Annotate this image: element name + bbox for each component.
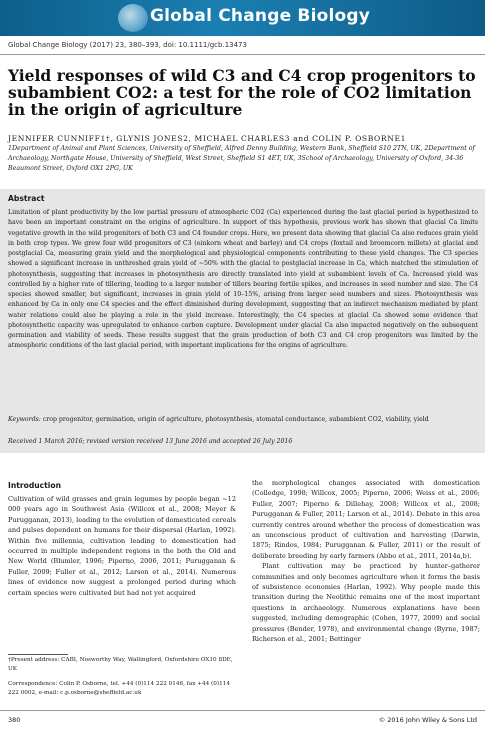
abstract-heading: Abstract	[8, 194, 45, 203]
footer-divider	[0, 710, 485, 711]
abstract-text: Limitation of plant productivity by the low partial pressure of atmospheric CO2 (Ca) experienced during the last glacial period is hypothesized to have been an important constraint on the origins of agriculture. In support of this hypothesis, previous work has shown that glacial Ca limits vegetative growth in the wild progenitors of both C3 and C4 founder crops. Here, we present data showing that glacial Ca also reduces grain yield in both crop types. We grew four wild progenitors of C3 (einkorn wheat and barley) and C4 crops (foxtail and broomcorn millets) at glacial and postglacial Ca, measuring grain yield and the morphological and physiological components contributing to these yield changes. The C3 species showed a significant increase in unthreshed grain yield of ~50% with the glacial to postglacial increase in Ca, which matched the stimulation of photosynthesis, suggesting that increases in photosynthesis are directly translated into yield at subambient levels of Ca. Increased yield was controlled by a higher rate of tillering, leading to a larger number of tillers bearing fertile spikes, and increases in seed number and size. The C4 species showed smaller, but significant, increases in grain yield of 10–15%, arising from larger seed numbers and sizes. Photosynthesis was enhanced by Ca in only one C4 species and the effect diminished during development, suggesting that an indirect mechanism mediated by plant water relations could also be playing a role in the yield increase. Interestingly, the C4 species at glacial Ca showed some evidence that photosynthetic capacity was upregulated to enhance carbon capture. Development under glacial Ca also impacted negatively on the subsequent germination and viability of seeds. These results suggest that the grain production of both C3 and C4 crop progenitors was limited by the atmospheric conditions of the last glacial period, with important implications for the origins of agriculture.	[8, 209, 478, 350]
footnote-divider	[8, 654, 68, 655]
intro-paragraph-3: Plant cultivation may be practiced by hunter–gatherer communities and only becomes agriculture when it forms the basis of subsistence economies (Harlan, 1992). Why people made this transition during the Neolithic remains one of the most important questions in archaeology. Numerous explanations have been suggested, including demographic (Cohen, 1977, 2009) and social pressures (Bender, 1978), and environmental change (Byrne, 1987; Richerson et al., 2001; Bettinger	[252, 562, 480, 644]
header-divider	[0, 54, 485, 55]
correspondence-note: Correspondence: Colin P. Osborne, tel. +44 (0)114 222 0146, fax +44 (0)114 222 0002, e-mail: c.p.osborne@sheffield.ac.uk	[8, 681, 230, 696]
intro-paragraph-2: the morphological changes associated with domestication (Colledge, 1998; Willcox, 2005; Piperno, 2006; Weiss et al., 2006; Fuller, 2007; Piperno & Dillehay, 2008; Willcox et al., 2008; Purugganan & Fuller, 2011; Larson et al., 2014). Debate in this area currently centres around whether the process of domestication was an unconscious product of cultivation and harvesting (Darwin, 1875; Rindos, 1984; Purugganan & Fuller, 2011) or the result of deliberate breeding by early farmers (Abbo et al., 2011, 2014a,b).	[252, 479, 480, 560]
journal-name: Global Change Biology	[150, 6, 371, 26]
left-column	[8, 494, 236, 598]
copyright: © 2016 John Wiley & Sons Ltd	[378, 716, 477, 724]
footnotes	[8, 656, 236, 704]
keywords-list: crop progenitor, germination, origin of agriculture, photosynthesis, stomatal conductance, subambient CO2, viability, yield	[42, 416, 429, 423]
introduction-heading: Introduction	[8, 481, 62, 490]
citation-line: Global Change Biology (2017) 23, 380–393, doi: 10.1111/gcb.13473	[8, 41, 247, 49]
journal-banner	[0, 0, 485, 36]
keywords-label: Keywords:	[8, 416, 41, 423]
present-address-note: †Present address: CABI, Nosworthy Way, Wallingford, Oxfordshire OX10 8DE, UK	[8, 657, 233, 672]
intro-paragraph-1: Cultivation of wild grasses and grain legumes by people began ~12 000 years ago in Southwest Asia (Willcox et al., 2008; Meyer & Purugganan, 2013), leading to the evolution of domesticated cereals and pulses dependent on humans for their dispersal (Harlan, 1992). Within five millennia, cultivation leading to domestication had occurred in multiple independent regions in the both the Old and New World (Blumler, 1996; Piperno, 2006, 2011; Purugganan & Fuller, 2009; Fuller et al., 2012; Larson et al., 2014). Numerous lines of evidence now suggest a prolonged period during which certain species were cultivated but had not yet acquired	[8, 495, 237, 597]
right-column	[252, 478, 480, 645]
keywords	[8, 415, 478, 425]
globe-icon	[118, 4, 148, 32]
author-list: JENNIFER CUNNIFF1†, GLYNIS JONES2, MICHAEL CHARLES3 and COLIN P. OSBORNE1	[8, 134, 407, 143]
page-number: 380	[8, 716, 21, 724]
received-dates: Received 1 March 2016; revised version received 13 June 2016 and accepted 26 July 2016	[8, 438, 293, 445]
affiliations: 1Department of Animal and Plant Sciences, University of Sheffield, Alfred Denny Building, Western Bank, Sheffield S10 2TN, UK, 2Department of Archaeology, Northgate House, University of Sheffield, West Street, Sheffield S1 4ET, UK, 3School of Archaeology, University of Oxford, 34-36 Beaumont Street, Oxford OX1 2PG, UK	[8, 145, 475, 172]
article-title: Yield responses of wild C3 and C4 crop progenitors to subambient CO2: a test for the role of CO2 limitation in the origin of agriculture	[8, 66, 476, 119]
